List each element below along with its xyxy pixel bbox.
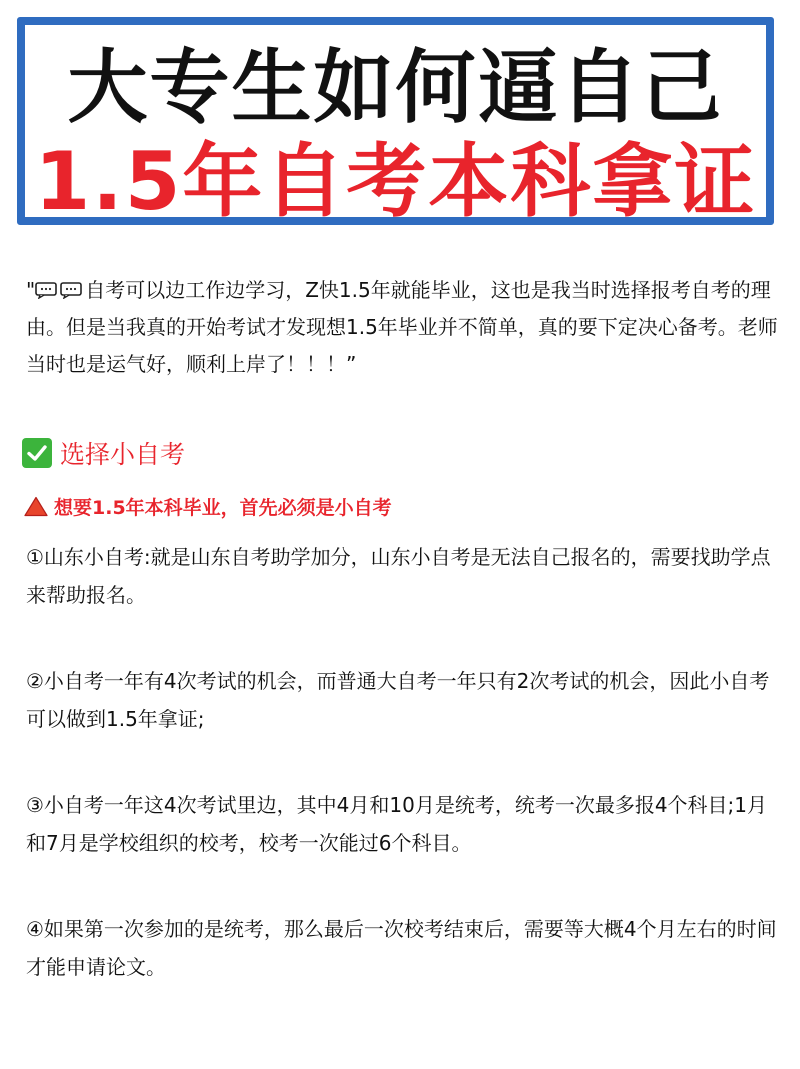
speech-bubble-icon	[35, 282, 57, 299]
warning-triangle-icon	[24, 496, 48, 517]
list-item: ④如果第一次参加的是统考，那么最后一次校考结束后，需要等大概4个月左右的时间才能申请论文。	[26, 917, 777, 979]
title-banner	[17, 17, 774, 228]
warning-text: 想要1.5年本科毕业，首先必须是小自考	[54, 496, 392, 519]
list-item: ②小自考一年有4次考试的机会，而普通大自考一年只有2次考试的机会，因此小自考可以做到1.5年拿证;	[26, 669, 770, 731]
list-item: ③小自考一年这4次考试里边，其中4月和10月是统考，统考一次最多报4个科目;1月和7月是学校组织的校考，校考一次能过6个科目。	[26, 793, 768, 855]
intro-paragraph	[26, 272, 778, 383]
section-title: 选择小自考	[60, 440, 186, 469]
title-sub: 1.5年自考本科拿证	[34, 135, 757, 228]
warning-line	[24, 490, 392, 522]
speech-bubble-icon	[60, 282, 82, 299]
intro-text: 自考可以边工作边学习，Z快1.5年就能毕业，这也是我当时选择报考自考的理由。但是当我真的开始考试才发现想1.5年毕业并不简单，真的要下定决心备考。老师当时也是运气好，顺利上岸了！！！”	[26, 278, 778, 376]
check-mark-icon	[22, 438, 52, 468]
open-quote: "	[26, 278, 36, 302]
title-main: 大专生如何逼自己	[67, 41, 724, 134]
section-header	[22, 434, 185, 472]
list-item: ①山东小自考:就是山东自考助学加分，山东小自考是无法自己报名的，需要找助学点来帮助报名。	[26, 545, 771, 607]
points-list	[26, 538, 782, 1034]
